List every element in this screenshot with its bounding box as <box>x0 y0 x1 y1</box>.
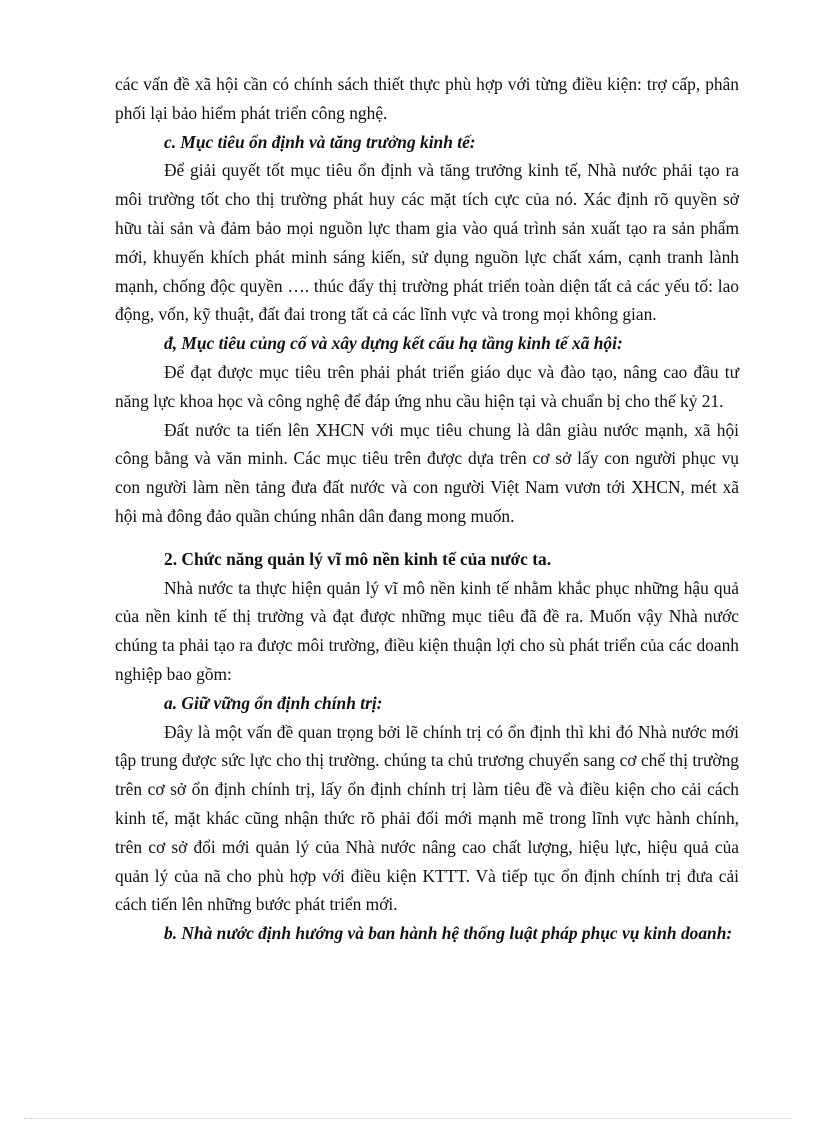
paragraph: Để đạt được mục tiêu trên phải phát triển giáo dục và đào tạo, nâng cao đầu tư năng lực khoa học và công nghệ để đáp ứng nhu cầu hiện tại và chuẩn bị cho thế kỷ 21. <box>115 361 739 411</box>
heading-c: c. Mục tiêu ổn định và tăng trưởng kinh tế: <box>164 131 476 152</box>
heading-d: đ, Mục tiêu củng cố và xây dựng kết cấu hạ tầng kinh tế xã hội: <box>164 333 623 354</box>
paragraph: Nhà nước ta thực hiện quản lý vĩ mô nền kinh tế nhằm khắc phục những hậu quả của nền kinh tế thị trường và đạt được những mục tiêu đã đề ra. Muốn vậy Nhà nước chúng ta phải tạo ra được môi trường, điều kiện thuận lợi cho sù phát triển của các doanh nghiệp bao gồm: <box>115 577 739 684</box>
footer-divider <box>24 1118 792 1119</box>
heading-a: a. Giữ vững ổn định chính trị: <box>164 692 383 713</box>
paragraph: Đất nước ta tiến lên XHCN với mục tiêu chung là dân giàu nước mạnh, xã hội công bằng và văn minh. Các mục tiêu trên được dựa trên cơ sở lấy con người phục vụ con người làm nền tảng đưa đất nước và con người Việt Nam vươn tới XHCN, mét xã hội mà đông đảo quần chúng nhân dân đang mong muốn. <box>115 419 739 526</box>
section-heading-2: 2. Chức năng quản lý vĩ mô nền kinh tế của nước ta. <box>164 548 552 569</box>
paragraph: các vấn đề xã hội cần có chính sách thiết thực phù hợp với từng điều kiện: trợ cấp, phân phối lại bảo hiểm phát triển công nghệ. <box>115 74 739 123</box>
paragraph: Để giải quyết tốt mục tiêu ổn định và tăng trưởng kinh tế, Nhà nước phải tạo ra môi trường tốt cho thị trường phát huy các mặt tích cực của nó. Xác định rõ quyền sở hữu tài sản và đảm bảo mọi nguồn lực tham gia vào quá trình sản xuất tạo ra sản phẩm mới, khuyến khích phát minh sáng kiến, sử dụng nguồn lực chất xám, cạnh tranh lành mạnh, chống độc quyền …. thúc đẩy thị trường phát triển toàn diện tất cả các yếu tố: lao động, vốn, kỹ thuật, đất đai trong tất cả các lĩnh vực và trong mọi không gian. <box>115 160 739 325</box>
paragraph: Đây là một vấn đề quan trọng bởi lẽ chính trị có ổn định thì khi đó Nhà nước mới tập trung được sức lực cho thị trường. chúng ta chủ trương chuyển sang cơ chế thị trường trên cơ sở ổn định chính trị, lấy ổn định chính trị làm tiêu đề và điều kiện cho cải cách kinh tế, mặt khác cũng nhận thức rõ phải đổi mới mạnh mẽ trong lĩnh vực hành chính, trên cơ sở đổi mới quản lý của Nhà nước nâng cao chất lượng, hiệu lực, hiệu quả của quản lý của nã cho phù hợp với điều kiện KTTT. Và tiếp tục ổn định chính trị đưa cải cách tiến lên những bước phát triển mới. <box>115 721 739 915</box>
document-body <box>115 70 739 948</box>
heading-b: b. Nhà nước định hướng và ban hành hệ thống luật pháp phục vụ kinh doanh: <box>164 923 733 944</box>
